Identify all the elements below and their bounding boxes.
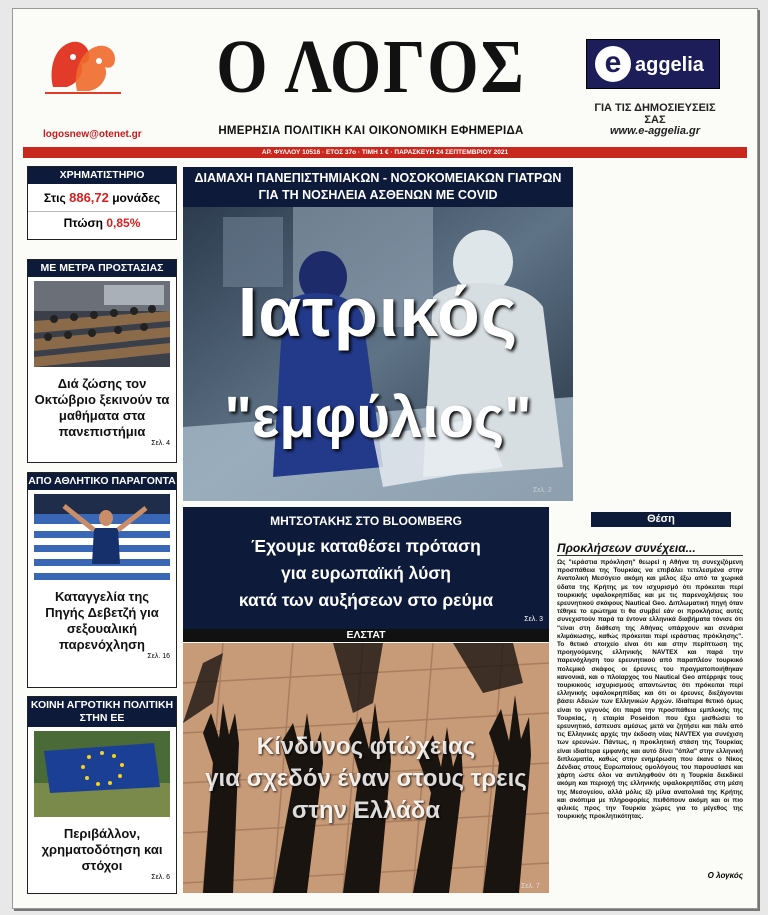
side-story-text: Διά ζώσης τον Οκτώβριο ξεκινούν τα μαθήματα στα πανεπιστήμια (34, 376, 170, 439)
eaggelia-ad-logo (586, 39, 720, 89)
stock-heading: ΧΡΗΜΑΤΙΣΤΗΡΙΟ (28, 167, 176, 184)
newspaper-subtitle: ΗΜΕΡΗΣΙΑ ΠΟΛΙΤΙΚΗ ΚΑΙ ΟΙΚΟΝΟΜΙΚΗ ΕΦΗΜΕΡΙΔΑ (218, 125, 524, 137)
newspaper-title: Ο ΛΟΓΟΣ (216, 25, 526, 110)
thesi-title: Προκλήσεων συνέχεια... (557, 541, 743, 556)
issue-info-bar: ΑΡ. ΦΥΛΛΟΥ 10516 · ΕΤΟΣ 37ο · ΤΙΜΗ 1 € · ΠΑΡΑΣΚΕΥΗ 24 ΣΕΠΤΕΜΒΡΙΟΥ 2021 (23, 147, 747, 158)
main-kicker (183, 167, 573, 208)
lecture-hall-photo (34, 281, 170, 367)
bloomberg-headline: Έχουμε καταθέσει πρόταση για ευρωπαϊκή λύση κατά των αυξήσεων στο ρεύμα (238, 536, 494, 610)
athlete-flag-photo (34, 494, 170, 580)
side-story-text: Καταγγελία της Πηγής Δεβετζή για σεξουαλική παρενόχληση (45, 589, 159, 652)
side-story-cap (27, 696, 177, 894)
thesi-heading: Θέση (591, 512, 731, 527)
page-ref: Σελ. 3 (524, 616, 543, 623)
main-headline-line2: "εμφύλιος" (224, 385, 532, 450)
main-kicker-line: ΔΙΑΜΑΧΗ ΠΑΝΕΠΙΣΤΗΜΙΑΚΩΝ - ΝΟΣΟΚΟΜΕΙΑΚΩΝ ΓΙΑΤΡΩΝ (194, 171, 562, 185)
main-headline-line1: Ιατρικός (237, 273, 519, 351)
logo-faces-icon (43, 35, 123, 97)
eaggelia-word: aggelia (635, 54, 704, 76)
page-ref: Σελ. 6 (151, 874, 170, 881)
page-ref: Σελ. 4 (151, 440, 170, 447)
page-ref: Σελ. 7 (521, 883, 540, 890)
side-story-devetzi (27, 472, 177, 688)
eaggelia-e-icon: e (595, 46, 631, 82)
stock-change: Πτώση 0,85% (28, 211, 176, 230)
newspaper-front-page (12, 8, 758, 909)
ad-url: www.e-aggelia.gr (609, 125, 701, 137)
bloomberg-kicker: ΜΗΤΣΟΤΑΚΗΣ ΣΤΟ BLOOMBERG (270, 514, 462, 528)
side-story-universities (27, 259, 177, 463)
main-kicker-line: ΓΙΑ ΤΗ ΝΟΣΗΛΕΙΑ ΑΣΘΕΝΩΝ ΜΕ COVID (258, 188, 498, 202)
side-story-heading: ΜΕ ΜΕΤΡΑ ΠΡΟΣΤΑΣΙΑΣ (28, 260, 176, 277)
ad-tagline: ΓΙΑ ΤΙΣ ΔΗΜΟΣΙΕΥΣΕΙΣ ΣΑΣ (594, 102, 716, 126)
thesi-signature: Ο λογκός (707, 871, 743, 880)
side-story-text: Περιβάλλον, χρηματοδότηση και στόχοι (41, 826, 163, 873)
bloomberg-story (183, 507, 549, 629)
elstat-headline: Κίνδυνος φτώχειας για σχεδόν έναν στους τρεις στην Ελλάδα (205, 733, 527, 824)
stock-box (27, 166, 177, 240)
page-ref: Σελ. 2 (533, 487, 552, 494)
icu-doctors-photo (183, 207, 573, 501)
thesi-body: Ως "ιεράστια πρόκληση" θεωρεί η Αθήνα τη συνεχιζόμενη προσπάθεια της Τουρκίας να επιβάλει τετελεσμένα στην Ανατολική Μεσόγειο ακόμη και μέλος έξω από τα χωρικά ύδατα της Κρήτης με τον ισχυρισμό ότι πρόκειται περί τουρκικής υφαλοκρηπίδας και με τις παρενοχλήσεις του ερευνητικού σκάφους Nautical Geo. Διπλωματική πηγή όταν τέθηκε το ερώτημα τι θα συμβεί εάν οι προκλήσεις αυτές συνεχιστούν παρά τα έντονα ελληνικά διαβήματα τόνισε ότι "είναι στη διάθεση της Αθήνας υπάρχουν και σενάρια κλιμάκωσης, καθώς πρόκειται περί ιεράστιας πρόκλησης". Το θετικό στοιχείο είναι ότι και στην περίπτωση της προηγούμενης ελληνικής NAVTEX και παρά την παρενόχληση του ερευνητικού από παραπλέον τουρκικό πολεμικό σκάφος οι έρευνες του πραγματοποιήθηκαν κανονικά, και ο πλοίαρχος του Nautical Geo απέρριψε τους τουρκικούς ισχυρισμούς απαντώντας ότι πρόκειται περί ελληνικής υφαλοκρηπίδας και ότι οι έρευνες διεξάγονται βάσει Αδειών των Ελληνικών Αρχών. Ιδιαίτερα θετικό όμως είναι το γεγονός ότι παρά την προσπάθεια εμπλοκής της Τουρκίας, η εταιρία Poseidon που έχει μισθώσει το ερευνητικό, έσπευσε αμέσως μετά να ζητήσει και πάλι από τις Ελληνικές αρχές την έκδοση νέας NAVTEX για συνέχιση των ερευνών. Πάντως, η προκλητική στάση της Τουρκίας είναι ιδιαίτερα εμφανής και αυτό δίνει "όπλα" στην ελληνική διπλωματία, καθώς στην ενημέρωση που έκανε ο Νίκος Δένδιας στους Ευρωπαίους ομολόγους του παρουσίασε και χάρτη ώστε όλοι να αντιληφθούν ότι η Τουρκία διεκδικεί ακόμη και περιοχή της ελληνικής υφαλοκρηπίδας στη μέση της Μεσογείου, αλλά μόλις έξι μίλια ανατολικά της Κρήτης και σκόπιμα με πληροφορίες πειθόπουν ακόμη και οι πιο φιλικές προς την Τουρκία χώρες για το μέγεθος της τουρκικής προκλητικότητας. (557, 559, 743, 821)
side-story-heading: ΑΠΟ ΑΘΛΗΤΙΚΟ ΠΑΡΑΓΟΝΤΑ (28, 473, 176, 490)
eu-flag-field-photo (34, 731, 170, 817)
email-address: logosnew@otenet.gr (43, 129, 142, 140)
stock-level: Στις 886,72 μονάδες (43, 190, 161, 205)
page-ref: Σελ. 16 (147, 653, 170, 660)
elstat-heading: ΕΛΣΤΑΤ (183, 629, 549, 642)
side-story-heading: ΚΟΙΝΗ ΑΓΡΟΤΙΚΗ ΠΟΛΙΤΙΚΗ ΣΤΗΝ ΕΕ (28, 697, 176, 727)
